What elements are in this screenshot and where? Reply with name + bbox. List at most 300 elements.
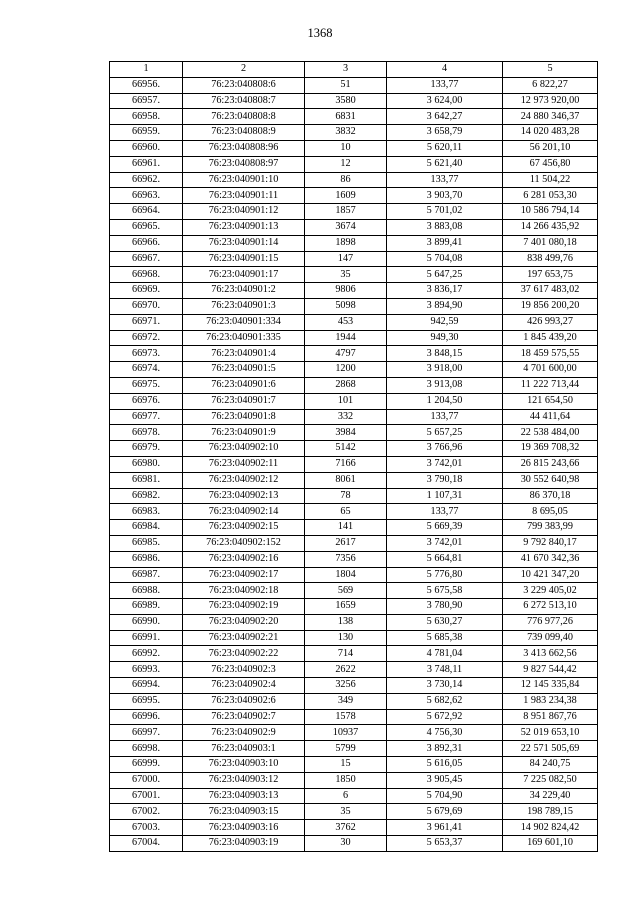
specific-value-cell: 3 642,27 — [387, 109, 503, 125]
table-row — [110, 140, 598, 156]
table-row — [110, 551, 598, 567]
cadastral-number-cell: 76:23:040901:4 — [183, 346, 305, 362]
area-cell: 3580 — [305, 93, 387, 109]
table-row — [110, 346, 598, 362]
cadastral-value-cell: 34 229,40 — [503, 788, 598, 804]
cadastral-value-cell: 19 369 708,32 — [503, 441, 598, 457]
area-cell: 141 — [305, 520, 387, 536]
specific-value-cell: 5 701,02 — [387, 204, 503, 220]
row-number-cell: 66977. — [110, 409, 183, 425]
cadastral-value-cell: 14 902 824,42 — [503, 820, 598, 836]
area-cell: 3762 — [305, 820, 387, 836]
row-number-cell: 66988. — [110, 583, 183, 599]
area-cell: 3256 — [305, 678, 387, 694]
cadastral-number-cell: 76:23:040901:10 — [183, 172, 305, 188]
row-number-cell: 66963. — [110, 188, 183, 204]
cadastral-value-cell: 7 225 082,50 — [503, 772, 598, 788]
cadastral-number-cell: 76:23:040902:152 — [183, 535, 305, 551]
table-row — [110, 172, 598, 188]
specific-value-cell: 3 892,31 — [387, 741, 503, 757]
row-number-cell: 66995. — [110, 693, 183, 709]
row-number-cell: 66965. — [110, 219, 183, 235]
cadastral-value-cell: 739 099,40 — [503, 630, 598, 646]
cadastral-number-cell: 76:23:040901:15 — [183, 251, 305, 267]
row-number-cell: 66984. — [110, 520, 183, 536]
specific-value-cell: 3 790,18 — [387, 472, 503, 488]
cadastral-value-cell: 6 272 513,10 — [503, 599, 598, 615]
specific-value-cell: 3 766,96 — [387, 441, 503, 457]
table-row — [110, 488, 598, 504]
cadastral-value-cell: 8 951 867,76 — [503, 709, 598, 725]
area-cell: 714 — [305, 646, 387, 662]
cadastral-value-cell: 26 815 243,66 — [503, 456, 598, 472]
table-row — [110, 836, 598, 852]
area-cell: 2622 — [305, 662, 387, 678]
row-number-cell: 66975. — [110, 377, 183, 393]
specific-value-cell: 5 685,38 — [387, 630, 503, 646]
cadastral-value-cell: 11 504,22 — [503, 172, 598, 188]
row-number-cell: 66994. — [110, 678, 183, 694]
table-row — [110, 93, 598, 109]
cadastral-number-cell: 76:23:040902:17 — [183, 567, 305, 583]
specific-value-cell: 5 672,92 — [387, 709, 503, 725]
specific-value-cell: 3 780,90 — [387, 599, 503, 615]
page-number: 1368 — [307, 26, 333, 40]
table-row — [110, 204, 598, 220]
table-row — [110, 662, 598, 678]
specific-value-cell: 5 704,08 — [387, 251, 503, 267]
area-cell: 3984 — [305, 425, 387, 441]
table-row — [110, 678, 598, 694]
table-row — [110, 109, 598, 125]
area-cell: 1857 — [305, 204, 387, 220]
table-row — [110, 251, 598, 267]
table-row — [110, 125, 598, 141]
area-cell: 3832 — [305, 125, 387, 141]
cadastral-value-cell: 18 459 575,55 — [503, 346, 598, 362]
table-row — [110, 804, 598, 820]
row-number-cell: 67001. — [110, 788, 183, 804]
cadastral-number-cell: 76:23:040901:3 — [183, 298, 305, 314]
cadastral-number-cell: 76:23:040901:17 — [183, 267, 305, 283]
area-cell: 30 — [305, 836, 387, 852]
cadastral-number-cell: 76:23:040902:4 — [183, 678, 305, 694]
area-cell: 5142 — [305, 441, 387, 457]
cadastral-value-cell: 6 822,27 — [503, 77, 598, 93]
area-cell: 453 — [305, 314, 387, 330]
row-number-cell: 66962. — [110, 172, 183, 188]
row-number-cell: 66974. — [110, 362, 183, 378]
cadastral-value-cell: 3 229 405,02 — [503, 583, 598, 599]
table-row — [110, 77, 598, 93]
cadastral-value-cell: 12 973 920,00 — [503, 93, 598, 109]
area-cell: 2868 — [305, 377, 387, 393]
specific-value-cell: 133,77 — [387, 172, 503, 188]
table-row — [110, 725, 598, 741]
column-header: 4 — [387, 62, 503, 78]
specific-value-cell: 5 679,69 — [387, 804, 503, 820]
cadastral-value-cell: 169 601,10 — [503, 836, 598, 852]
specific-value-cell: 3 748,11 — [387, 662, 503, 678]
cadastral-number-cell: 76:23:040901:334 — [183, 314, 305, 330]
cadastral-value-cell: 41 670 342,36 — [503, 551, 598, 567]
cadastral-number-cell: 76:23:040902:21 — [183, 630, 305, 646]
row-number-cell: 66958. — [110, 109, 183, 125]
table-row — [110, 504, 598, 520]
row-number-cell: 66972. — [110, 330, 183, 346]
area-cell: 101 — [305, 393, 387, 409]
row-number-cell: 66964. — [110, 204, 183, 220]
table-row — [110, 441, 598, 457]
area-cell: 1609 — [305, 188, 387, 204]
row-number-cell: 66970. — [110, 298, 183, 314]
specific-value-cell: 3 894,90 — [387, 298, 503, 314]
header-row — [110, 62, 598, 78]
cadastral-value-cell: 4 701 600,00 — [503, 362, 598, 378]
cadastral-number-cell: 76:23:040902:10 — [183, 441, 305, 457]
cadastral-number-cell: 76:23:040902:12 — [183, 472, 305, 488]
cadastral-value-cell: 19 856 200,20 — [503, 298, 598, 314]
row-number-cell: 66999. — [110, 757, 183, 773]
row-number-cell: 66968. — [110, 267, 183, 283]
cadastral-value-cell: 6 281 053,30 — [503, 188, 598, 204]
row-number-cell: 66961. — [110, 156, 183, 172]
specific-value-cell: 942,59 — [387, 314, 503, 330]
specific-value-cell: 3 836,17 — [387, 283, 503, 299]
table-row — [110, 283, 598, 299]
table-row — [110, 820, 598, 836]
specific-value-cell: 5 675,58 — [387, 583, 503, 599]
cadastral-value-cell: 1 983 234,38 — [503, 693, 598, 709]
area-cell: 1944 — [305, 330, 387, 346]
area-cell: 147 — [305, 251, 387, 267]
cadastral-number-cell: 76:23:040808:7 — [183, 93, 305, 109]
cadastral-number-cell: 76:23:040902:22 — [183, 646, 305, 662]
cadastral-number-cell: 76:23:040808:6 — [183, 77, 305, 93]
cadastral-value-cell: 197 653,75 — [503, 267, 598, 283]
row-number-cell: 66998. — [110, 741, 183, 757]
cadastral-value-cell: 198 789,15 — [503, 804, 598, 820]
table-row — [110, 393, 598, 409]
table-header — [110, 62, 598, 78]
row-number-cell: 67003. — [110, 820, 183, 836]
cadastral-number-cell: 76:23:040808:97 — [183, 156, 305, 172]
table-body — [110, 77, 598, 851]
cadastral-number-cell: 76:23:040902:18 — [183, 583, 305, 599]
cadastral-value-cell: 67 456,80 — [503, 156, 598, 172]
specific-value-cell: 1 107,31 — [387, 488, 503, 504]
specific-value-cell: 5 664,81 — [387, 551, 503, 567]
area-cell: 35 — [305, 267, 387, 283]
area-cell: 78 — [305, 488, 387, 504]
cadastral-value-cell: 8 695,05 — [503, 504, 598, 520]
cadastral-value-cell: 86 370,18 — [503, 488, 598, 504]
table-row — [110, 630, 598, 646]
row-number-cell: 66979. — [110, 441, 183, 457]
cadastral-value-cell: 14 020 483,28 — [503, 125, 598, 141]
cadastral-number-cell: 76:23:040901:335 — [183, 330, 305, 346]
cadastral-number-cell: 76:23:040901:13 — [183, 219, 305, 235]
area-cell: 51 — [305, 77, 387, 93]
row-number-cell: 66997. — [110, 725, 183, 741]
cadastral-value-cell: 3 413 662,56 — [503, 646, 598, 662]
cadastral-value-cell: 22 571 505,69 — [503, 741, 598, 757]
table-row — [110, 456, 598, 472]
area-cell: 332 — [305, 409, 387, 425]
cadastral-value-cell: 799 383,99 — [503, 520, 598, 536]
specific-value-cell: 3 848,15 — [387, 346, 503, 362]
area-cell: 1850 — [305, 772, 387, 788]
cadastral-number-cell: 76:23:040901:14 — [183, 235, 305, 251]
cadastral-number-cell: 76:23:040903:1 — [183, 741, 305, 757]
table-row — [110, 377, 598, 393]
table-row — [110, 709, 598, 725]
specific-value-cell: 3 905,45 — [387, 772, 503, 788]
specific-value-cell: 3 961,41 — [387, 820, 503, 836]
row-number-cell: 66983. — [110, 504, 183, 520]
cadastral-value-cell: 30 552 640,98 — [503, 472, 598, 488]
cadastral-number-cell: 76:23:040902:16 — [183, 551, 305, 567]
table-row — [110, 267, 598, 283]
cadastral-number-cell: 76:23:040901:7 — [183, 393, 305, 409]
cadastral-number-cell: 76:23:040903:16 — [183, 820, 305, 836]
table-row — [110, 646, 598, 662]
cadastral-value-cell: 9 792 840,17 — [503, 535, 598, 551]
area-cell: 6831 — [305, 109, 387, 125]
cadastral-value-cell: 11 222 713,44 — [503, 377, 598, 393]
area-cell: 5799 — [305, 741, 387, 757]
cadastral-value-cell: 9 827 544,42 — [503, 662, 598, 678]
row-number-cell: 66992. — [110, 646, 183, 662]
area-cell: 35 — [305, 804, 387, 820]
table-row — [110, 219, 598, 235]
specific-value-cell: 3 883,08 — [387, 219, 503, 235]
area-cell: 65 — [305, 504, 387, 520]
cadastral-number-cell: 76:23:040902:13 — [183, 488, 305, 504]
row-number-cell: 66990. — [110, 614, 183, 630]
row-number-cell: 67000. — [110, 772, 183, 788]
table-row — [110, 472, 598, 488]
specific-value-cell: 3 742,01 — [387, 535, 503, 551]
specific-value-cell: 3 742,01 — [387, 456, 503, 472]
row-number-cell: 67004. — [110, 836, 183, 852]
specific-value-cell: 5 682,62 — [387, 693, 503, 709]
cadastral-value-cell: 426 993,27 — [503, 314, 598, 330]
table-row — [110, 409, 598, 425]
area-cell: 349 — [305, 693, 387, 709]
row-number-cell: 66957. — [110, 93, 183, 109]
cadastral-number-cell: 76:23:040808:96 — [183, 140, 305, 156]
specific-value-cell: 3 730,14 — [387, 678, 503, 694]
cadastral-number-cell: 76:23:040901:2 — [183, 283, 305, 299]
table-row — [110, 583, 598, 599]
column-header: 5 — [503, 62, 598, 78]
row-number-cell: 66976. — [110, 393, 183, 409]
cadastral-value-cell: 10 421 347,20 — [503, 567, 598, 583]
table-row — [110, 156, 598, 172]
cadastral-number-cell: 76:23:040901:5 — [183, 362, 305, 378]
row-number-cell: 66956. — [110, 77, 183, 93]
cadastral-number-cell: 76:23:040901:11 — [183, 188, 305, 204]
specific-value-cell: 3 913,08 — [387, 377, 503, 393]
cadastral-number-cell: 76:23:040903:12 — [183, 772, 305, 788]
table-row — [110, 599, 598, 615]
specific-value-cell: 5 669,39 — [387, 520, 503, 536]
cadastral-value-cell: 52 019 653,10 — [503, 725, 598, 741]
cadastral-value-cell: 121 654,50 — [503, 393, 598, 409]
specific-value-cell: 5 621,40 — [387, 156, 503, 172]
table-row — [110, 535, 598, 551]
specific-value-cell: 3 658,79 — [387, 125, 503, 141]
specific-value-cell: 3 903,70 — [387, 188, 503, 204]
area-cell: 1200 — [305, 362, 387, 378]
area-cell: 15 — [305, 757, 387, 773]
cadastral-value-cell: 14 266 435,92 — [503, 219, 598, 235]
row-number-cell: 66996. — [110, 709, 183, 725]
area-cell: 9806 — [305, 283, 387, 299]
row-number-cell: 66982. — [110, 488, 183, 504]
area-cell: 4797 — [305, 346, 387, 362]
area-cell: 6 — [305, 788, 387, 804]
cadastral-number-cell: 76:23:040902:6 — [183, 693, 305, 709]
column-header: 1 — [110, 62, 183, 78]
table-row — [110, 741, 598, 757]
column-header: 3 — [305, 62, 387, 78]
cadastral-value-cell: 37 617 483,02 — [503, 283, 598, 299]
cadastral-number-cell: 76:23:040808:8 — [183, 109, 305, 125]
row-number-cell: 66989. — [110, 599, 183, 615]
cadastral-value-cell: 56 201,10 — [503, 140, 598, 156]
table-row — [110, 298, 598, 314]
cadastral-value-cell: 12 145 335,84 — [503, 678, 598, 694]
specific-value-cell: 5 657,25 — [387, 425, 503, 441]
row-number-cell: 66959. — [110, 125, 183, 141]
cadastral-value-cell: 22 538 484,00 — [503, 425, 598, 441]
cadastral-value-cell: 1 845 439,20 — [503, 330, 598, 346]
area-cell: 8061 — [305, 472, 387, 488]
column-header: 2 — [183, 62, 305, 78]
cadastral-number-cell: 76:23:040902:14 — [183, 504, 305, 520]
cadastral-number-cell: 76:23:040902:3 — [183, 662, 305, 678]
row-number-cell: 66981. — [110, 472, 183, 488]
cadastral-number-cell: 76:23:040902:20 — [183, 614, 305, 630]
row-number-cell: 66971. — [110, 314, 183, 330]
specific-value-cell: 133,77 — [387, 504, 503, 520]
specific-value-cell: 3 918,00 — [387, 362, 503, 378]
table-row — [110, 314, 598, 330]
specific-value-cell: 5 653,37 — [387, 836, 503, 852]
cadastral-number-cell: 76:23:040808:9 — [183, 125, 305, 141]
row-number-cell: 66973. — [110, 346, 183, 362]
cadastral-value-cell: 7 401 080,18 — [503, 235, 598, 251]
specific-value-cell: 5 776,80 — [387, 567, 503, 583]
area-cell: 1578 — [305, 709, 387, 725]
specific-value-cell: 4 756,30 — [387, 725, 503, 741]
area-cell: 2617 — [305, 535, 387, 551]
area-cell: 3674 — [305, 219, 387, 235]
row-number-cell: 66967. — [110, 251, 183, 267]
table-row — [110, 614, 598, 630]
row-number-cell: 66966. — [110, 235, 183, 251]
table-row — [110, 362, 598, 378]
table-row — [110, 693, 598, 709]
row-number-cell: 67002. — [110, 804, 183, 820]
specific-value-cell: 3 624,00 — [387, 93, 503, 109]
cadastral-value-cell: 84 240,75 — [503, 757, 598, 773]
cadastral-number-cell: 76:23:040902:11 — [183, 456, 305, 472]
area-cell: 1659 — [305, 599, 387, 615]
table-row — [110, 772, 598, 788]
cadastral-value-cell: 44 411,64 — [503, 409, 598, 425]
cadastral-number-cell: 76:23:040902:15 — [183, 520, 305, 536]
area-cell: 86 — [305, 172, 387, 188]
row-number-cell: 66991. — [110, 630, 183, 646]
cadastral-number-cell: 76:23:040902:9 — [183, 725, 305, 741]
cadastral-number-cell: 76:23:040903:13 — [183, 788, 305, 804]
specific-value-cell: 5 630,27 — [387, 614, 503, 630]
cadastral-number-cell: 76:23:040903:15 — [183, 804, 305, 820]
specific-value-cell: 5 704,90 — [387, 788, 503, 804]
cadastral-value-table — [109, 61, 598, 852]
cadastral-value-cell: 10 586 794,14 — [503, 204, 598, 220]
cadastral-number-cell: 76:23:040901:9 — [183, 425, 305, 441]
specific-value-cell: 4 781,04 — [387, 646, 503, 662]
table-row — [110, 235, 598, 251]
cadastral-number-cell: 76:23:040902:19 — [183, 599, 305, 615]
row-number-cell: 66993. — [110, 662, 183, 678]
area-cell: 1804 — [305, 567, 387, 583]
row-number-cell: 66978. — [110, 425, 183, 441]
specific-value-cell: 133,77 — [387, 77, 503, 93]
cadastral-number-cell: 76:23:040903:19 — [183, 836, 305, 852]
row-number-cell: 66987. — [110, 567, 183, 583]
area-cell: 138 — [305, 614, 387, 630]
cadastral-number-cell: 76:23:040901:6 — [183, 377, 305, 393]
cadastral-value-cell: 838 499,76 — [503, 251, 598, 267]
table-row — [110, 757, 598, 773]
row-number-cell: 66980. — [110, 456, 183, 472]
cadastral-value-cell: 776 977,26 — [503, 614, 598, 630]
table-row — [110, 188, 598, 204]
area-cell: 10 — [305, 140, 387, 156]
cadastral-number-cell: 76:23:040901:8 — [183, 409, 305, 425]
area-cell: 7166 — [305, 456, 387, 472]
area-cell: 10937 — [305, 725, 387, 741]
area-cell: 12 — [305, 156, 387, 172]
area-cell: 1898 — [305, 235, 387, 251]
row-number-cell: 66969. — [110, 283, 183, 299]
cadastral-number-cell: 76:23:040903:10 — [183, 757, 305, 773]
specific-value-cell: 5 620,11 — [387, 140, 503, 156]
cadastral-number-cell: 76:23:040902:7 — [183, 709, 305, 725]
table-row — [110, 425, 598, 441]
cadastral-number-cell: 76:23:040901:12 — [183, 204, 305, 220]
row-number-cell: 66985. — [110, 535, 183, 551]
specific-value-cell: 3 899,41 — [387, 235, 503, 251]
area-cell: 569 — [305, 583, 387, 599]
specific-value-cell: 1 204,50 — [387, 393, 503, 409]
row-number-cell: 66986. — [110, 551, 183, 567]
cadastral-value-cell: 24 880 346,37 — [503, 109, 598, 125]
specific-value-cell: 5 647,25 — [387, 267, 503, 283]
specific-value-cell: 5 616,05 — [387, 757, 503, 773]
table-row — [110, 788, 598, 804]
table-row — [110, 520, 598, 536]
row-number-cell: 66960. — [110, 140, 183, 156]
specific-value-cell: 133,77 — [387, 409, 503, 425]
area-cell: 130 — [305, 630, 387, 646]
specific-value-cell: 949,30 — [387, 330, 503, 346]
